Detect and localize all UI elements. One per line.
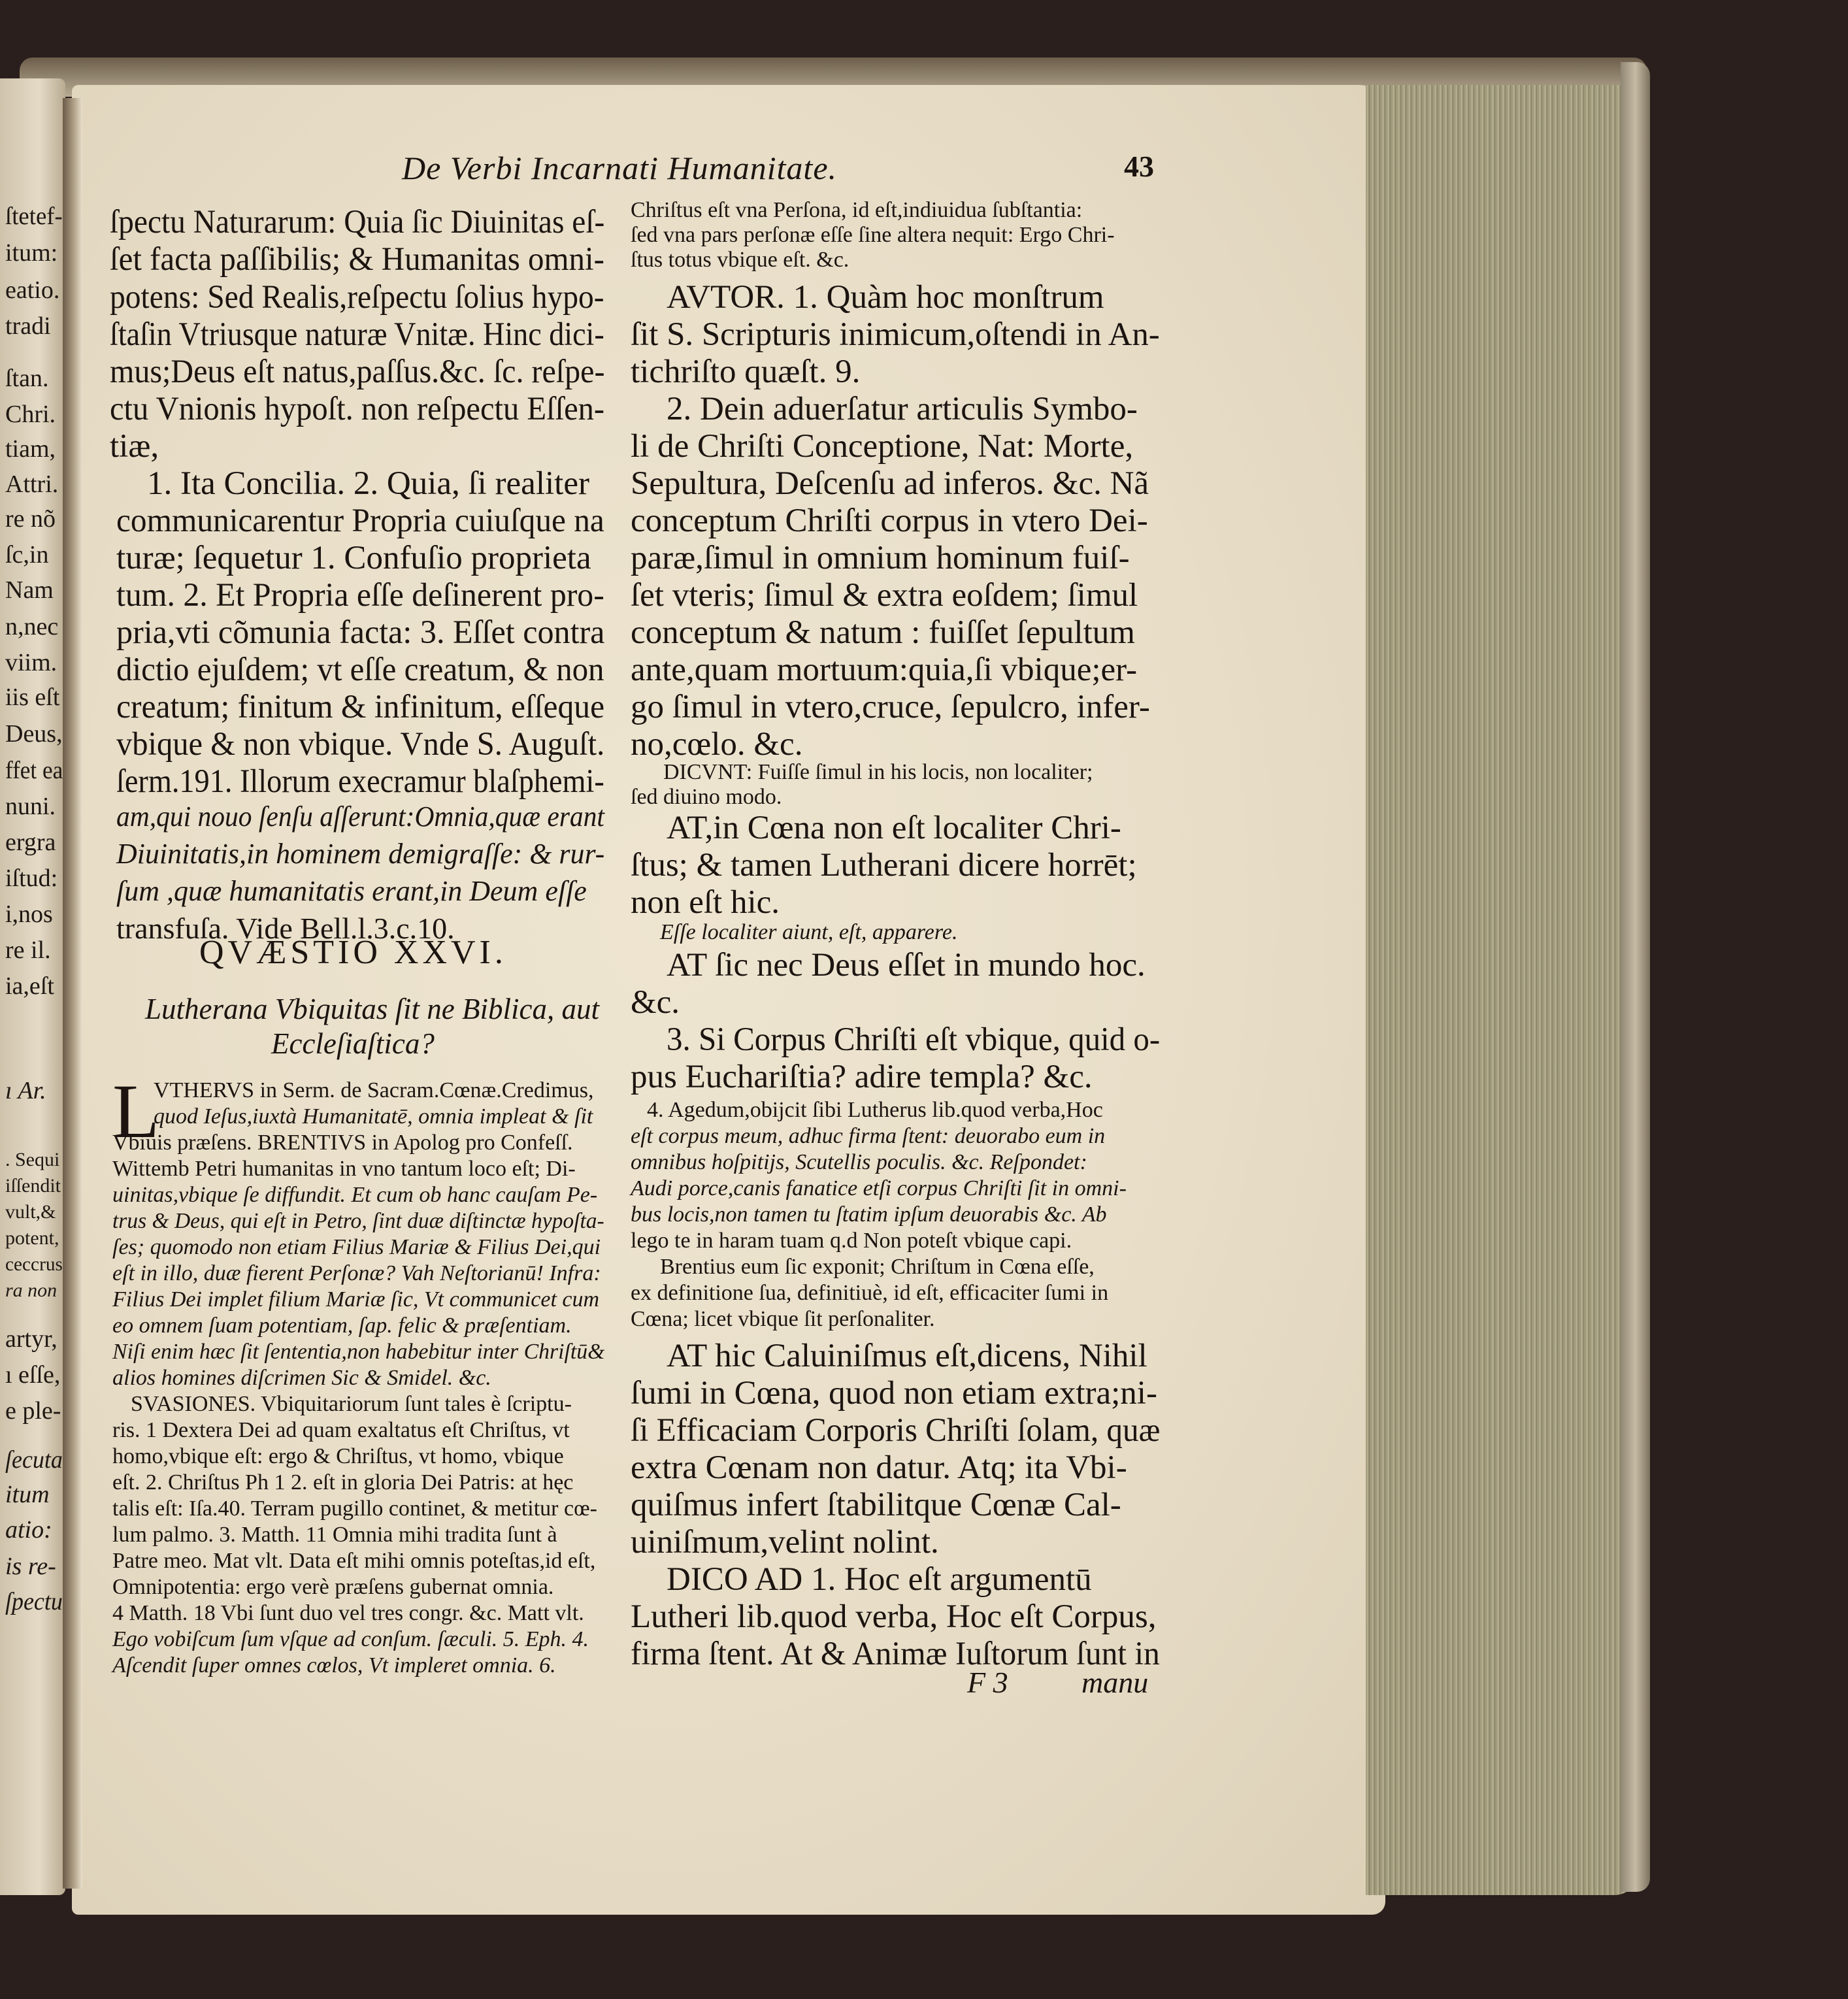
question-subtitle: Lutherana Vbiquitas ſit ne Biblica, aut [145,993,599,1025]
text-line: ſi Efficaciam Corporis Chriſti ſolam, quæ [631,1412,1161,1449]
text-line: Brentius eum ſic exponit; Chriſtum in Cœna eſſe, [660,1255,1095,1279]
text-line: Eſſe localiter aiunt, eſt, apparere. [660,920,958,944]
text-line: ſtus totus vbique eſt. &c. [631,248,850,272]
text-line: ſes; quomodo non etiam Filius Mariæ & Filius Dei,qui [112,1235,601,1259]
text-line: Sepultura, Deſcenſu ad inferos. &c. Nã [631,465,1149,502]
text-line: Ego vobiſcum ſum vſque ad conſum. ſæculi. 5. Eph. 4. [112,1627,589,1651]
left-fragment: Deus, [5,720,63,748]
text-line: Patre meo. Mat vlt. Data eſt mihi omnis poteſtas,id eſt, [112,1549,596,1573]
text-line: eſt. 2. Chriſtus Ph 1 2. eſt in gloria Dei Patris: at hęc [112,1470,574,1495]
text-line: 1. Ita Concilia. 2. Quia, ſi realiter [147,465,589,502]
text-line: quod Ieſus,iuxtà Humanitatē, omnia impleat & ſit [154,1104,593,1129]
left-fragment: e ple- [5,1397,61,1425]
left-fragment: ſc,in [5,541,49,569]
left-fragment: artyr, [5,1325,58,1353]
text-line: SVASIONES. Vbiquitariorum ſunt tales è ſcriptu- [131,1392,572,1416]
left-fragment: tradi [5,312,51,340]
text-line: eſt in illo, duæ fierent Perſonæ? Vah Neſtorianū! Infra: [112,1261,601,1285]
text-line: Lutheri lib.quod verba, Hoc eſt Corpus, [631,1598,1157,1635]
question-title: QVÆSTIO XXVI. [199,934,507,971]
text-line: non eſt hic. [631,884,780,921]
left-fragment: eatio. [5,276,60,304]
text-line: extra Cœnam non datur. Atq; ita Vbi- [631,1449,1127,1486]
text-line: eſt corpus meum, adhuc firma ſtent: deuorabo eum in [631,1124,1106,1148]
text-line: Aſcendit ſuper omnes cœlos, Vt impleret omnia. 6. [112,1653,556,1677]
text-line: mus;Deus eſt natus,paſſus.&c. ſc. reſpe- [110,354,605,390]
text-line: Filius Dei implet filium Mariæ ſic, Vt communicet cum [112,1287,600,1312]
text-line: ſpectu Naturarum: Quia ſic Diuinitas eſ- [110,204,605,240]
left-fragment: re il. [5,936,51,964]
left-fragment: vult,& [5,1201,56,1223]
text-line: ante,quam mortuum:quia,ſi vbique;er- [631,652,1138,688]
text-line: conceptum Chriſti corpus in vtero Dei- [631,503,1148,539]
text-line: paræ,ſimul in omnium hominum fuiſ- [631,540,1130,576]
catchword: manu [1081,1666,1149,1699]
text-line: Omnipotentia: ergo verè præſens gubernat omnia. [112,1575,554,1599]
text-line: 4. Agedum,obijcit ſibi Lutherus lib.quod verba,Hoc [647,1098,1103,1122]
text-line: trus & Deus, qui eſt in Petro, ſint duæ diſtinctæ hypoſta- [112,1209,604,1233]
text-line: potens: Sed Realis,reſpectu ſolius hypo- [110,279,604,316]
page-number: 43 [1124,150,1154,183]
text-line: Wittemb Petri humanitas in vno tantum loco eſt; Di- [112,1157,576,1181]
text-line: pria,vti cõmunia facta: 3. Eſſet contra [116,614,605,651]
left-fragment: i,nos [5,900,53,928]
text-line: alios homines diſcrimen Sic & Smidel. &c. [112,1366,491,1390]
text-line: ſet facta paſſibilis; & Humanitas omni- [110,241,604,278]
left-fragment: ſtetef- [5,203,63,230]
book-gutter [63,98,82,1889]
text-line: talis eſt: Iſa.40. Terram pugillo continet, & metitur cœ- [112,1496,597,1521]
text-line: am,qui nouo ſenſu aſſerunt:Omnia,quæ erant [116,801,604,833]
text-line: pus Euchariſtia? adire templa? &c. [631,1059,1093,1095]
text-line: DICVNT: Fuiſſe ſimul in his locis, non localiter; [663,760,1093,784]
text-line: ris. 1 Dextera Dei ad quam exaltatus eſt Chriſtus, vt [112,1418,570,1442]
left-fragment: ceccrus [5,1253,63,1275]
left-fragment: re nõ [5,505,56,533]
text-line: ſtus; & tamen Lutherani dicere horrēt; [631,847,1137,884]
text-line: 4 Matth. 18 Vbi ſunt duo vel tres congr. &c. Matt vlt. [112,1601,584,1625]
left-fragment: is re- [5,1553,56,1580]
text-line: turæ; ſequetur 1. Confuſio proprieta [116,540,591,576]
text-line: ſum ,quæ humanitatis erant,in Deum eſſe [116,875,587,907]
text-line: 3. Si Corpus Chriſti eſt vbique, quid o- [667,1021,1161,1058]
left-fragment: ſecuta [5,1446,63,1474]
left-fragment: ſtan. [5,365,49,392]
text-line: bus locis,non tamen tu ſtatim ipſum deuorabis &c. Ab [631,1202,1107,1227]
left-fragment: iſſendit [5,1175,61,1197]
text-line: quiſmus infert ſtabilitque Cœnæ Cal- [631,1487,1121,1523]
text-line: AT,in Cœna non eſt localiter Chri- [667,810,1121,846]
text-line: 2. Dein aduerſatur articulis Symbo- [667,391,1138,427]
text-line: vbique & non vbique. Vnde S. Auguſt. [116,726,605,763]
text-line: Diuinitatis,in hominem demigraſſe: & rur- [116,838,605,870]
question-subtitle: Eccleſiaſtica? [271,1027,435,1060]
text-line: lum palmo. 3. Matth. 11 Omnia mihi tradita ſunt à [112,1523,557,1547]
left-fragment: ra non [5,1280,58,1301]
left-fragment: n,nec [5,613,59,640]
left-fragment: nuni. [5,793,56,820]
drop-cap: L [112,1068,160,1154]
text-line: go ſimul in vtero,cruce, ſepulcro, infer- [631,689,1150,725]
text-line: tiæ, [110,428,159,465]
left-fragment: ia,eſt [5,972,54,1000]
left-fragment: iis eſt [5,684,60,711]
left-fragment: Attri. [5,471,59,498]
signature-mark: F 3 [967,1666,1008,1699]
text-line: Audi porce,canis fanatice etſi corpus Chriſti ſit in omni- [631,1176,1127,1200]
text-line: Chriſtus eſt vna Perſona, id eſt,indiuidua ſubſtantia: [631,198,1083,222]
page-block-fore-edge [1366,85,1640,1895]
left-fragment: Chri. [5,401,56,428]
text-line: Niſi enim hæc ſit ſententia,non habebitur inter Chriſtū& [112,1340,605,1364]
text-line: Cœna; licet vbique ſit perſonaliter. [631,1307,935,1331]
text-line: transfuſa. Vide Bell.l.3.c.10. [116,912,455,945]
text-line: ex definitione ſua, definitiuè, id eſt, efficaciter ſumi in [631,1281,1109,1305]
text-line: Vbiuis præſens. BRENTIVS in Apolog pro Confeſſ. [112,1131,573,1155]
text-line: uinitas,vbique ſe diffundit. Et cum ob hanc cauſam Pe- [112,1183,598,1207]
text-line: &c. [631,984,680,1021]
text-line: uiniſmum,velint nolint. [631,1524,939,1561]
text-line: ſed diuino modo. [631,785,782,809]
text-line: creatum; finitum & infinitum, eſſeque [116,689,605,725]
text-line: homo,vbique eſt: ergo & Chriſtus, vt homo, vbique [112,1444,564,1468]
running-head: De Verbi Incarnati Humanitate. [402,150,838,186]
left-fragment: Nam [5,576,54,604]
left-fragment: ſpectu [5,1588,63,1615]
left-fragment: iſtud: [5,865,58,892]
left-fragment: potent, [5,1227,59,1249]
left-fragment: itum [5,1481,50,1508]
text-line: ſit S. Scripturis inimicum,oſtendi in An- [631,316,1160,353]
text-line: AT hic Caluiniſmus eſt,dicens, Nihil [667,1338,1147,1374]
left-fragment: itum: [5,239,58,267]
text-line: firma ſtent. At & Animæ Iuſtorum ſunt in [631,1636,1160,1672]
text-line: eo omnem ſuam potentiam, ſap. felic & præſentiam. [112,1313,572,1338]
text-line: omnibus hoſpitijs, Scutellis poculis. &c. Reſpondet: [631,1150,1087,1174]
text-line: lego te in haram tuam q.d Non poteſt vbique capi. [631,1229,1072,1253]
text-line: ctu Vnionis hypoſt. non reſpectu Eſſen- [110,391,605,427]
text-line: ſet vteris; ſimul & extra eoſdem; ſimul [631,577,1138,614]
text-line: AT ſic nec Deus eſſet in mundo hoc. [667,947,1146,983]
text-line: DICO AD 1. Hoc eſt argumentū [667,1561,1092,1598]
text-line: tichriſto quæſt. 9. [631,354,861,390]
left-fragment: viim. [5,649,58,676]
text-line: no,cœlo. &c. [631,726,803,763]
text-line: conceptum & natum : fuiſſet ſepultum [631,614,1135,651]
left-fragment: ergra [5,829,56,856]
text-line: dictio ejuſdem; vt eſſe creatum, & non [116,652,604,688]
text-line: communicarentur Propria cuiuſque na [116,503,604,539]
text-line: ſtaſin Vtriusque naturæ Vnitæ. Hinc dici- [110,316,604,353]
text-line: li de Chriſti Conceptione, Nat: Morte, [631,428,1134,465]
left-fragment: ffet ea [5,757,63,784]
text-line: ſed vna pars perſonæ eſſe ſine altera nequit: Ergo Chri- [631,223,1115,247]
left-fragment: ı Ar. [5,1077,46,1104]
left-fragment: ı eſſe, [5,1361,61,1389]
left-fragment: atio: [5,1516,52,1544]
text-line: tum. 2. Et Propria eſſe deſinerent pro- [116,577,604,614]
left-fragment: tiam, [5,435,56,463]
text-line: ſerm.191. Illorum execramur blaſphemi- [116,763,604,800]
left-fragment: . Sequi [5,1149,60,1170]
cover-edge [1621,62,1650,1892]
text-line: AVTOR. 1. Quàm hoc monſtrum [667,279,1104,316]
text-line: VTHERVS in Serm. de Sacram.Cœnæ.Credimus, [154,1078,594,1102]
text-line: ſumi in Cœna, quod non etiam extra;ni- [631,1375,1157,1412]
